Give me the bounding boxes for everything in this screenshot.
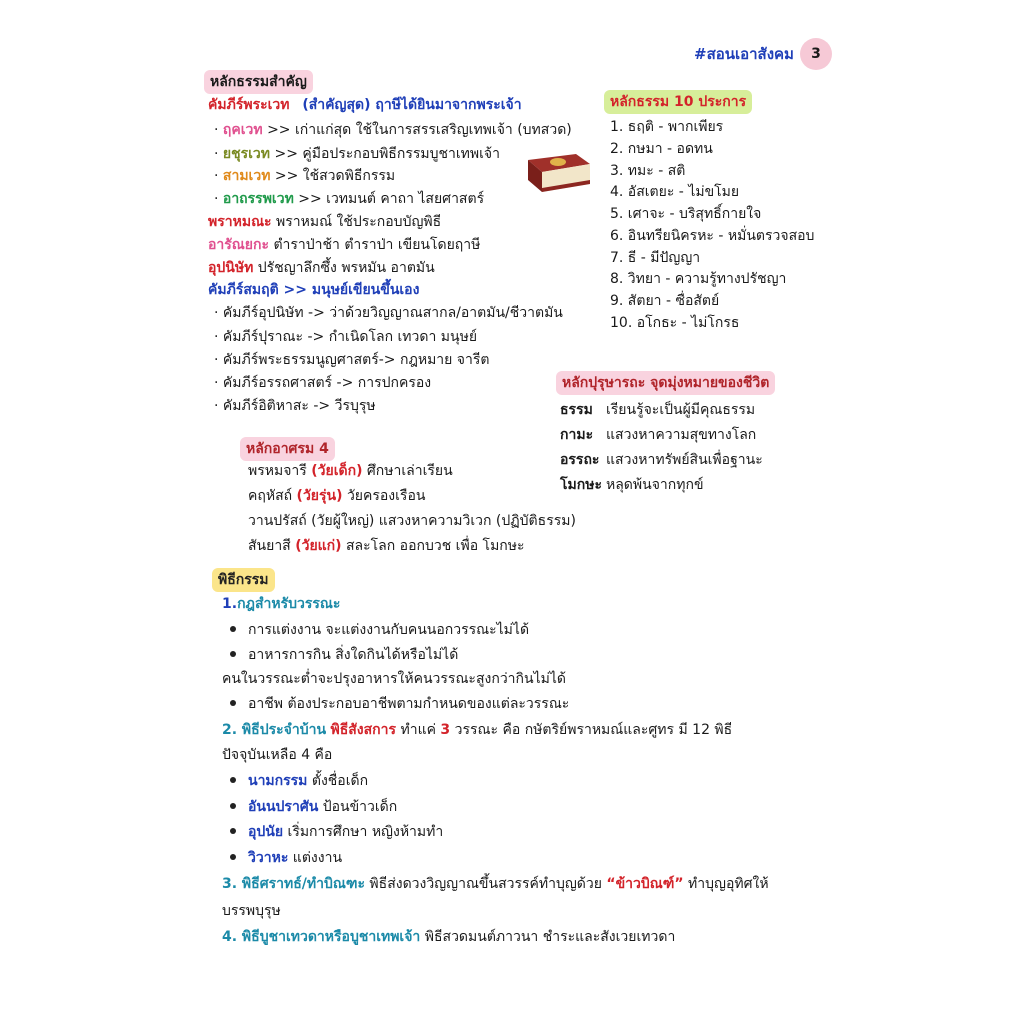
caste-item (226, 694, 569, 714)
ashrama-name: วานปรัสถ์ (248, 513, 312, 529)
upanishad-label: อุปนิษัท (208, 260, 254, 276)
rituals-title: พิธีกรรม (212, 568, 275, 592)
ten-dhamma-item: 10. อโกธะ - ไม่โกรธ (610, 315, 740, 331)
ten-dhamma-item: 6. อินทรียนิครหะ - หมั่นตรวจสอบ (610, 228, 815, 244)
ten-dhamma-item: 4. อัสเตยะ - ไม่ขโมย (610, 184, 740, 200)
caste-text: การแต่งงาน จะแต่งงานกับคนนอกวรรณะไม่ได้ (248, 622, 530, 638)
aranyaka-label: อารัณยกะ (208, 237, 269, 253)
ashrama-name: สันยาสี (248, 538, 296, 554)
smriti-item: · คัมภีร์อรรถศาสตร์ -> การปกครอง (214, 375, 432, 391)
smriti-text: คัมภีร์อุปนิษัท -> ว่าด้วยวิญญาณสากล/อาตมัน/ชีวาตมัน (222, 305, 563, 321)
domestic-term: วิวาหะ (248, 850, 289, 866)
aranyaka-desc: ตำราป่าช้า ตำราป่า เขียนโดยฤาษี (273, 237, 481, 253)
ten-dhamma-item: 1. ธฤติ - พากเพียร (610, 119, 724, 135)
purushartha-item (560, 425, 756, 445)
smriti-item: · คัมภีร์ปุราณะ -> กำเนิดโลก เทวดา มนุษย์ (214, 329, 478, 345)
purushartha-desc: แสวงหาทรัพย์สินเพื่อฐานะ (606, 452, 763, 468)
purushartha-term: อรรถะ (560, 452, 600, 468)
ashrama-desc: วัยครองเรือน (342, 488, 426, 504)
ashrama-desc: สละโลก ออกบวช เพื่อ โมกษะ (341, 538, 525, 554)
shraddha-line (222, 874, 769, 894)
ashrama-item (248, 511, 576, 531)
smriti-text: คัมภีร์อรรถศาสตร์ -> การปกครอง (222, 375, 432, 391)
brahmana-desc: พราหมณ์ ใช้ประกอบบัญพิธี (276, 214, 442, 230)
domestic-desc: เริ่มการศึกษา หญิงห้ามทำ (283, 824, 444, 840)
veda-note: (สำคัญสุด) ฤาษีได้ยินมาจากพระเจ้า (302, 97, 522, 113)
smriti-item: · คัมภีร์อิติหาสะ -> วีรบุรุษ (214, 398, 376, 414)
domestic-red: พิธีสังสการ (330, 722, 397, 738)
purushartha-term: โมกษะ (560, 477, 602, 493)
ten-dhamma-item: 5. เศาจะ - บริสุทธิ์กายใจ (610, 206, 762, 222)
ten-dhamma-item: 7. ธี - มีปัญญา (610, 250, 701, 266)
domestic-term: อุปนัย (248, 824, 284, 840)
principles-title: หลักธรรมสำคัญ (204, 70, 313, 94)
ashrama-age: (วัยผู้ใหญ่) (311, 513, 375, 529)
purushartha-term: ธรรม (560, 402, 593, 418)
purushartha-title: หลักปุรุษารถะ จุดมุ่งหมายของชีวิต (556, 371, 775, 395)
veda-label: คัมภีร์พระเวท (208, 97, 290, 113)
veda-item: · สามเวท >> ใช้สวดพิธีกรรม (214, 168, 396, 184)
upanishad-desc: ปรัชญาลึกซึ้ง พรหมัน อาตมัน (257, 260, 435, 276)
brahmana-line (208, 212, 441, 232)
brahmana-label: พราหมณะ (208, 214, 272, 230)
purushartha-item (560, 450, 763, 470)
domestic-line (222, 720, 732, 740)
purushartha-term: กามะ (560, 427, 594, 443)
purushartha-desc: เรียนรู้จะเป็นผู้มีคุณธรรม (606, 402, 756, 418)
caste-rule-num: 1. (222, 596, 238, 612)
ashrama-desc: ศึกษาเล่าเรียน (362, 463, 453, 479)
veda-name: อาถรรพเวท (222, 191, 294, 207)
hashtag: #สอนเอาสังคม (694, 45, 794, 63)
caste-rule-label: กฎสำหรับวรรณะ (237, 596, 341, 612)
caste-rule-heading (222, 594, 340, 614)
smriti-item: · คัมภีร์อุปนิษัท -> ว่าด้วยวิญญาณสากล/อาตมัน/ชีวาตมัน (214, 305, 563, 321)
ashrama-age: (วัยเด็ก) (311, 463, 363, 479)
domestic-item (226, 797, 397, 817)
ashrama-item (248, 461, 453, 481)
ten-dhamma-item: 8. วิทยา - ความรู้ทางปรัชญา (610, 271, 787, 287)
domestic-term: อันนปราศัน (248, 799, 319, 815)
domestic-rest: วรรณะ คือ กษัตริย์พราหมณ์และศูทร มี 12 พิธี (450, 722, 733, 738)
page-number: 3 (811, 46, 821, 62)
worship-line (222, 927, 675, 947)
book-icon (524, 150, 594, 196)
ashrama-age: (วัยรุ่น) (296, 488, 343, 504)
shraddha-pre: พิธีส่งดวงวิญญาณขึ้นสวรรค์ทำบุญด้วย (364, 876, 607, 892)
veda-item: · ยชุรเวท >> คู่มือประกอบพิธีกรรมบูชาเทพเจ้า (214, 146, 500, 162)
ashrama-desc: แสวงหาความวิเวก (ปฏิบัติธรรม) (374, 513, 576, 529)
aranyaka-line (208, 235, 480, 255)
domestic-num: 3 (440, 722, 451, 738)
veda-desc: >> เวทมนต์ คาถา ไสยศาสตร์ (298, 191, 485, 207)
veda-desc: >> คู่มือประกอบพิธีกรรมบูชาเทพเจ้า (274, 146, 500, 162)
worship-desc: พิธีสวดมนต์ภาวนา ชำระและสังเวยเทวดา (420, 929, 676, 945)
ashrama-name: พรหมจารี (248, 463, 312, 479)
caste-text: อาหารการกิน สิ่งใดกินได้หรือไม่ได้ (248, 647, 459, 663)
purushartha-item (560, 400, 755, 420)
domestic-desc: แต่งงาน (288, 850, 343, 866)
veda-desc: >> เก่าแก่สุด ใช้ในการสรรเสริญเทพเจ้า (บทสวด) (267, 122, 572, 138)
purushartha-desc: แสวงหาความสุขทางโลก (606, 427, 757, 443)
veda-name: ยชุรเวท (222, 146, 271, 162)
veda-name: ฤคเวท (222, 122, 263, 138)
smriti-text: คัมภีร์ปุราณะ -> กำเนิดโลก เทวดา มนุษย์ (222, 329, 478, 345)
veda-line (208, 95, 522, 115)
shraddha-note: บรรพบุรุษ (222, 903, 281, 919)
veda-desc: >> ใช้สวดพิธีกรรม (274, 168, 396, 184)
ashrama-age: (วัยแก่) (295, 538, 342, 554)
domestic-note: ปัจจุบันเหลือ 4 คือ (222, 747, 333, 763)
ten-dhamma-item: 9. สัตยา - ซื่อสัตย์ (610, 293, 720, 309)
domestic-item (226, 822, 443, 842)
purushartha-item (560, 475, 704, 495)
ashrama-name: คฤหัสถ์ (248, 488, 297, 504)
veda-item: · อาถรรพเวท >> เวทมนต์ คาถา ไสยศาสตร์ (214, 191, 485, 207)
ashrama-item (248, 536, 525, 556)
caste-note: คนในวรรณะต่ำจะปรุงอาหารให้คนวรรณะสูงกว่ากินไม่ได้ (222, 671, 566, 687)
shraddha-label: 3. พิธีศราทธ์/ทำบิณฑะ (222, 876, 365, 892)
caste-item (226, 645, 458, 665)
shraddha-post: ทำบุญอุทิศให้ (683, 876, 769, 892)
caste-text: อาชีพ ต้องประกอบอาชีพตามกำหนดของแต่ละวรรณะ (248, 696, 570, 712)
smriti-heading: คัมภีร์สมฤติ >> มนุษย์เขียนขึ้นเอง (208, 282, 420, 298)
purushartha-desc: หลุดพ้นจากทุกข์ (606, 477, 704, 493)
smriti-text: คัมภีร์พระธรรมนูญศาสตร์-> กฎหมาย จารีต (222, 352, 490, 368)
domestic-pre: ทำแค่ (396, 722, 441, 738)
domestic-desc: ตั้งชื่อเด็ก (307, 773, 369, 789)
domestic-label: 2. พิธีประจำบ้าน (222, 722, 327, 738)
smriti-text: คัมภีร์อิติหาสะ -> วีรบุรุษ (222, 398, 376, 414)
upanishad-line (208, 258, 435, 278)
worship-label: 4. พิธีบูชาเทวดาหรือบูชาเทพเจ้า (222, 929, 421, 945)
ten-dhamma-item: 3. ทมะ - สติ (610, 163, 686, 179)
domestic-desc: ป้อนข้าวเด็ก (318, 799, 398, 815)
ashrama-item (248, 486, 425, 506)
ten-dhamma-item: 2. กษมา - อดทน (610, 141, 713, 157)
ashrama-title: หลักอาศรม 4 (240, 437, 335, 461)
domestic-item (226, 848, 342, 868)
domestic-item (226, 771, 368, 791)
domestic-term: นามกรรม (248, 773, 308, 789)
caste-item (226, 620, 529, 640)
ten-dhamma-title: หลักธรรม 10 ประการ (604, 90, 752, 114)
smriti-item: · คัมภีร์พระธรรมนูญศาสตร์-> กฎหมาย จารีต (214, 352, 490, 368)
veda-name: สามเวท (222, 168, 271, 184)
page-number-badge (800, 38, 832, 70)
veda-item: · ฤคเวท >> เก่าแก่สุด ใช้ในการสรรเสริญเทพเจ้า (บทสวด) (214, 122, 572, 138)
shraddha-quote: “ข้าวบิณฑ์” (606, 876, 684, 892)
